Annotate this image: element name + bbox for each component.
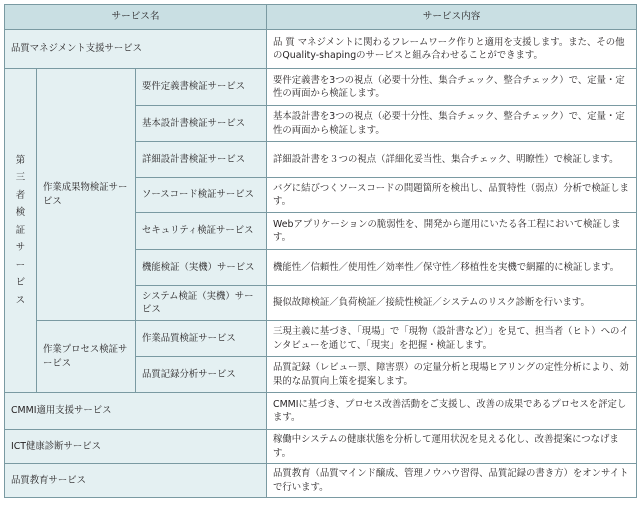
third-party-label <box>5 69 37 393</box>
service-desc: 機能性／信頼性／使用性／効率性／保守性／移植性を実機で網羅的に検証します。 <box>267 250 637 286</box>
header-service-content: サービス内容 <box>267 5 637 30</box>
service-desc: 詳細設計書を３つの視点（詳細化妥当性、集合チェック、明瞭性）で検証します。 <box>267 142 637 178</box>
service-name: ICT健康診断サービス <box>5 430 267 464</box>
service-name: CMMI適用支援サービス <box>5 393 267 430</box>
service-desc: Webアプリケーションの脆弱性を、開発から運用にいたる各工程において検証します。 <box>267 213 637 250</box>
product-verification-label: 作業成果物検証サービス <box>37 69 136 321</box>
service-desc: 三現主義に基づき、「現場」で「現物（設計書など）」を見て、担当者（ヒト）へのインタビューを通じて、「現実」を把握・検証します。 <box>267 321 637 357</box>
service-name: 基本設計書検証サービス <box>136 106 267 142</box>
service-desc: 擬似故障検証／負荷検証／接続性検証／システムのリスク診断を行います。 <box>267 286 637 321</box>
service-name: ソースコード検証サービス <box>136 178 267 213</box>
service-desc: バグに結びつくソースコードの問題箇所を検出し、品質特性（弱点）分析で検証します。 <box>267 178 637 213</box>
service-name: 要件定義書検証サービス <box>136 69 267 106</box>
service-desc: 品 質 マネジメントに関わるフレームワーク作りと適用を支援します。また、その他のQuality-shapingのサービスと組み合わせることができます。 <box>267 30 637 69</box>
table-row <box>5 430 637 464</box>
service-desc: 品質教育（品質マインド醸成、管理ノウハウ習得、品質記録の書き方）をオンサイトで行います。 <box>267 464 637 498</box>
service-table <box>4 4 637 498</box>
table-row <box>5 69 637 106</box>
service-desc: 稼働中システムの健康状態を分析して運用状況を見える化し、改善提案につなげます。 <box>267 430 637 464</box>
service-name: 品質マネジメント支援サービス <box>5 30 267 69</box>
table-row <box>5 393 637 430</box>
table-row <box>5 464 637 498</box>
service-name: セキュリティ検証サービス <box>136 213 267 250</box>
table-row <box>5 321 637 357</box>
service-name: 品質記録分析サービス <box>136 357 267 393</box>
table-header-row <box>5 5 637 30</box>
third-party-label-text: 第三者検証サービス <box>15 154 26 306</box>
service-desc: CMMIに基づき、プロセス改善活動をご支援し、改善の成果であるプロセスを評定します。 <box>267 393 637 430</box>
process-verification-label: 作業プロセス検証サービス <box>37 321 136 393</box>
service-name: 機能検証（実機）サービス <box>136 250 267 286</box>
service-desc: 品質記録（レビュー票、障害票）の定量分析と現場ヒアリングの定性分析により、効果的な品質向上策を提案します。 <box>267 357 637 393</box>
service-name: 作業品質検証サービス <box>136 321 267 357</box>
service-name: 品質教育サービス <box>5 464 267 498</box>
service-desc: 基本設計書を3つの視点（必要十分性、集合チェック、整合チェック）で、定量・定性の両面から検証します。 <box>267 106 637 142</box>
table-row <box>5 30 637 69</box>
service-name: 詳細設計書検証サービス <box>136 142 267 178</box>
service-desc: 要件定義書を3つの視点（必要十分性、集合チェック、整合チェック）で、定量・定性の両面から検証します。 <box>267 69 637 106</box>
service-name: システム検証（実機）サービス <box>136 286 267 321</box>
header-service-name: サービス名 <box>5 5 267 30</box>
